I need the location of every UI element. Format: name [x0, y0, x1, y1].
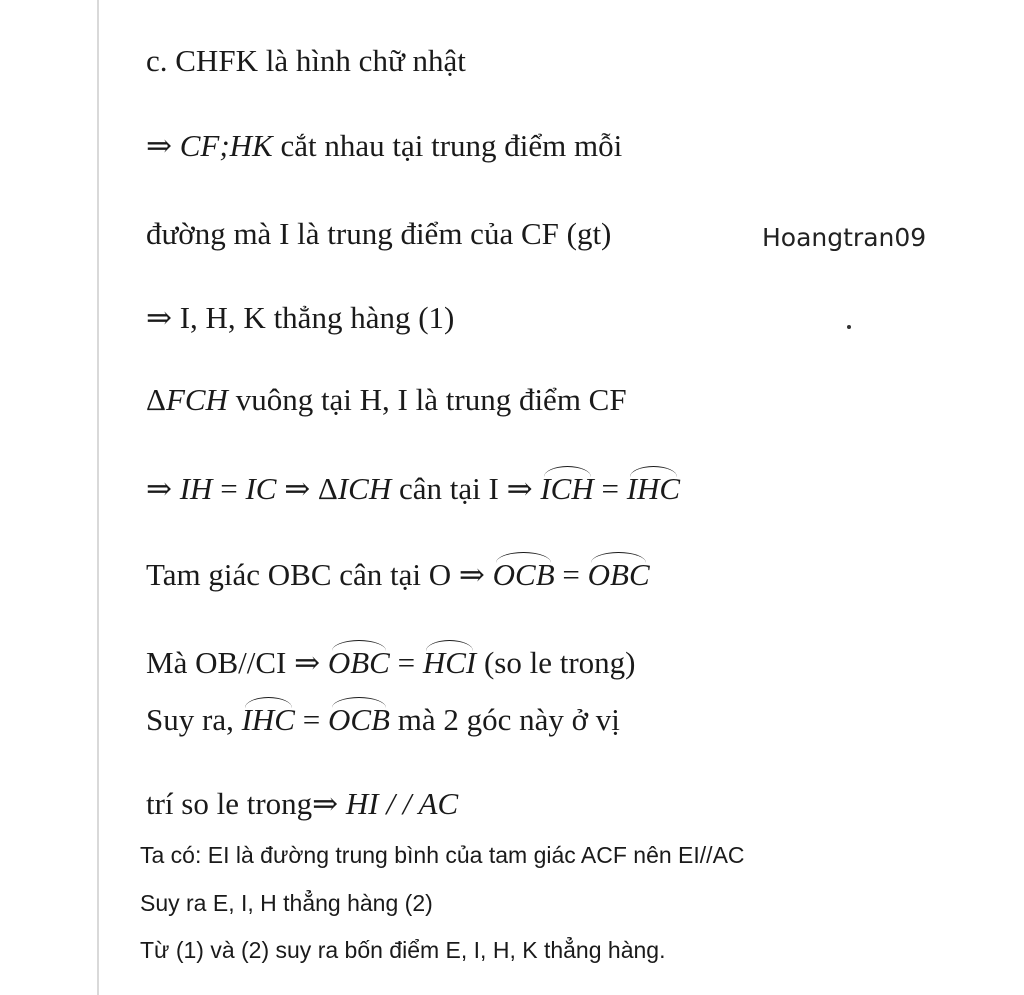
angle-obc: OBC	[587, 557, 650, 592]
triangle-symbol: Δ	[146, 382, 166, 417]
equals: =	[554, 557, 588, 592]
solution-line-1	[146, 43, 466, 79]
solution-line-8	[146, 645, 636, 681]
line-4-text: ⇒ I, H, K thẳng hàng (1)	[146, 300, 455, 335]
angle-obc: OBC	[327, 645, 390, 680]
note-line-1: Ta có: EI là đường trung bình của tam giác ACF nên EI//AC	[140, 842, 745, 868]
solution-line-6	[146, 471, 680, 507]
stray-dot	[847, 325, 851, 329]
implies-arrow: ⇒	[146, 471, 180, 506]
line-10-text: trí so le trong⇒	[146, 786, 346, 821]
segment-ic: IC	[245, 471, 277, 506]
equals: =	[212, 471, 246, 506]
note-line-3: Từ (1) và (2) suy ra bốn điểm E, I, H, K thẳng hàng.	[140, 937, 666, 963]
triangle-ich: ICH	[337, 471, 392, 506]
solution-line-7	[146, 557, 650, 593]
equals: =	[593, 471, 627, 506]
line-3-text: đường mà I là trung điểm của CF (gt)	[146, 216, 612, 251]
solution-line-2	[146, 128, 622, 164]
line-5-text: vuông tại H, I là trung điểm CF	[227, 382, 627, 417]
line-7-text: Tam giác OBC cân tại O ⇒	[146, 557, 493, 592]
line-8-suffix: (so le trong)	[476, 645, 636, 680]
line-8-text: Mà OB//CI ⇒	[146, 645, 328, 680]
angle-hci: HCI	[422, 645, 477, 680]
angle-ocb: OCB	[492, 557, 555, 592]
line-6-text: cân tại I ⇒	[391, 471, 541, 506]
angle-ocb: OCB	[327, 702, 390, 737]
line-2-text: cắt nhau tại trung điểm mỗi	[272, 128, 623, 163]
solution-line-9	[146, 702, 620, 738]
equals: =	[294, 702, 328, 737]
solution-line-1-text: c. CHFK là hình chữ nhật	[146, 43, 466, 78]
line-9-text: Suy ra,	[146, 702, 242, 737]
parallel-statement: HI / / AC	[345, 786, 459, 821]
equals: =	[389, 645, 423, 680]
solution-line-3	[146, 216, 611, 252]
implies-arrow: ⇒	[146, 128, 180, 163]
segment-ih: IH	[179, 471, 213, 506]
page-margin-line	[97, 0, 99, 995]
math-segments: CF;HK	[179, 128, 273, 163]
triangle-name: FCH	[165, 382, 228, 417]
solution-line-10	[146, 786, 458, 822]
angle-ich: ICH	[540, 471, 594, 506]
author-signature: Hoangtran09	[762, 223, 927, 252]
implies-triangle: ⇒ Δ	[276, 471, 338, 506]
solution-line-4	[146, 300, 454, 336]
angle-ihc: IHC	[626, 471, 681, 506]
note-line-2: Suy ra E, I, H thẳng hàng (2)	[140, 890, 433, 916]
line-9-suffix: mà 2 góc này ở vị	[389, 702, 620, 737]
solution-line-5	[146, 382, 627, 418]
angle-ihc: IHC	[241, 702, 295, 737]
